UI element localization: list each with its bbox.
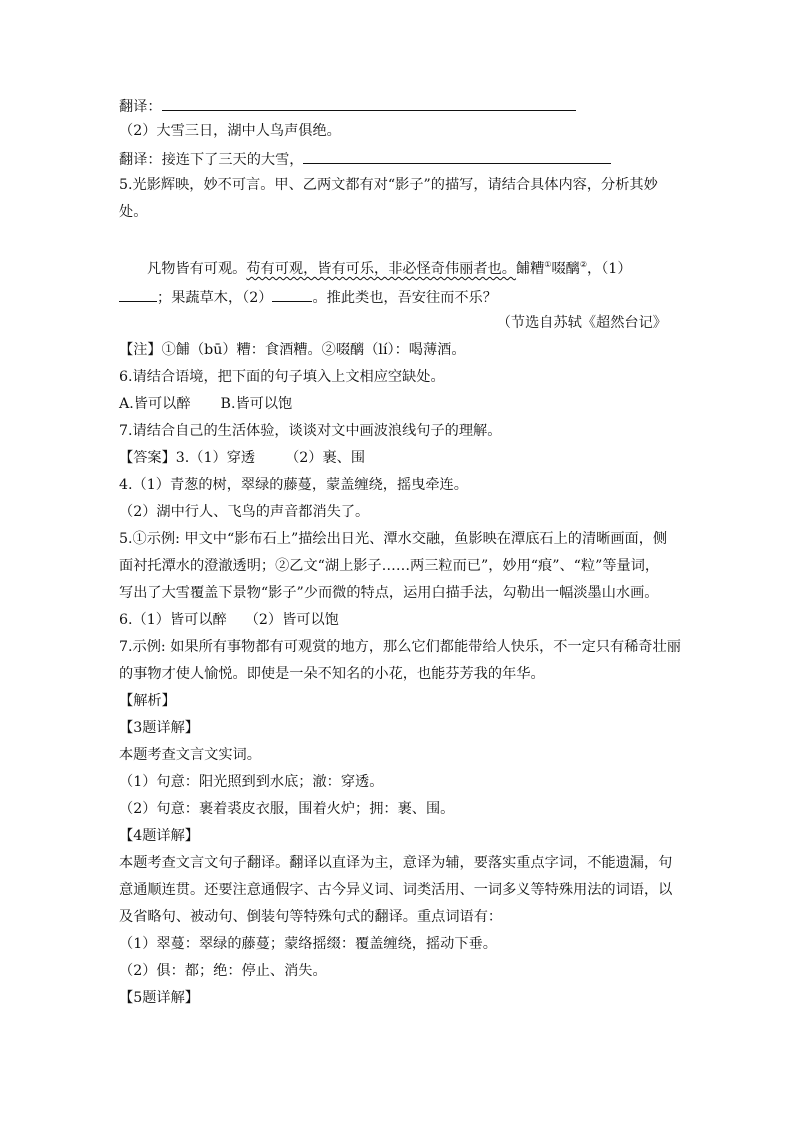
- passage-blank-1: [119, 287, 157, 302]
- passage-line-1: [147, 260, 632, 278]
- passage-text: 凡物皆有可观。: [147, 261, 247, 277]
- answer-blank-1: [162, 96, 576, 111]
- question-5-line-1: 5.光影辉映，妙不可言。甲、乙两文都有对“影子”的描写，请结合具体内容，分析其妙: [119, 177, 658, 193]
- answer-3: [119, 449, 365, 467]
- detail-4-line-4: （1）翠蔓：翠绿的藤蔓；蒙络摇缀：覆盖缠绕，摇动下垂。: [119, 936, 497, 952]
- detail-3-line-1: 本题考查文言文实词。: [119, 747, 261, 763]
- passage-blank-2: [272, 287, 312, 302]
- answer-5-line-2: 面衬托潭水的澄澈透明；②乙文“湖上影子……两三粒而已”，妙用“痕”、“粒”等量词，: [119, 558, 660, 574]
- question-7: 7.请结合自己的生活体验，谈谈对文中画波浪线句子的理解。: [119, 423, 502, 439]
- answer-3-part-1: 【答案】3.（1）穿透: [119, 450, 256, 466]
- footnote-marker: ①: [544, 260, 552, 269]
- detail-4-line-1: 本题考查文言文句子翻译。翻译以直译为主，意译为辅，要落实重点字词，不能遗漏，句: [119, 855, 673, 871]
- translation-line-1: [119, 96, 576, 116]
- answer-5-line-3: 写出了大雪覆盖下景物“影子”少而微的特点，运用白描手法，勾勒出一幅淡墨山水画。: [119, 585, 659, 601]
- translation-label: 翻译：: [119, 99, 162, 115]
- footnote-marker: ②: [579, 260, 588, 269]
- passage-source: （节选自苏轼《超然台记》: [496, 315, 667, 331]
- detail-4-line-2: 意通顺连贯。还要注意通假字、古今异义词、词类活用、一词多义等特殊用法的词语，以: [119, 882, 673, 898]
- analysis-heading: 【解析】: [119, 693, 176, 709]
- passage-text: 啜醨: [551, 261, 580, 277]
- answer-4-2: （2）湖中行人、飞鸟的声音都消失了。: [119, 504, 370, 520]
- passage-line-2: [119, 287, 497, 307]
- question-6: 6.请结合语境，把下面的句子填入上文相应空缺处。: [119, 369, 445, 385]
- passage-text: ，（1）: [587, 261, 632, 277]
- translation-line-2: [119, 149, 611, 169]
- wavy-underlined-sentence: 苟有可观，皆有可乐，非必怪奇伟丽者也。: [246, 261, 516, 277]
- answer-6: [119, 611, 339, 629]
- answer-4-1: 4.（1）青葱的树，翠绿的藤蔓，蒙盖缠绕，摇曳牵连。: [119, 477, 468, 493]
- option-a: A.皆可以醉: [119, 396, 191, 412]
- detail-5-heading: 【5题详解】: [119, 990, 199, 1006]
- question-2-sentence: （2）大雪三日，湖中人鸟声俱绝。: [119, 123, 341, 139]
- option-b: B.皆可以饱: [220, 396, 293, 412]
- translation-prefix: 翻译：接连下了三天的大雪，: [119, 152, 304, 168]
- question-5-line-2: 处。: [119, 204, 148, 220]
- answer-7-line-2: 的事物才使人愉悦。即使是一朵不知名的小花，也能芬芳我的年华。: [119, 666, 545, 682]
- answer-6-part-2: （2）皆可以饱: [244, 612, 339, 628]
- detail-3-heading: 【3题详解】: [119, 720, 199, 736]
- answer-7-line-1: 7.示例: 如果所有事物都有可观赏的地方，那么它们都能带给人快乐，不一定只有稀奇壮丽: [119, 639, 681, 655]
- detail-4-heading: 【4题详解】: [119, 828, 199, 844]
- detail-4-line-3: 及省略句、被动句、倒装句等特殊句式的翻译。重点词语有：: [119, 909, 503, 925]
- passage-note: 【注】①餔（bū）糟：食酒糟。②啜醨（lí）：喝薄酒。: [119, 342, 466, 358]
- detail-3-line-3: （2）句意：裹着裘皮衣服，围着火炉；拥：裹、围。: [119, 801, 455, 817]
- answer-3-part-2: （2）裹、围: [285, 450, 366, 466]
- answer-6-part-1: 6.（1）皆可以醉: [119, 612, 227, 628]
- passage-text: 。推此类也，吾安往而不乐？: [312, 290, 497, 306]
- question-6-options: [119, 395, 292, 413]
- answer-blank-2: [303, 149, 611, 164]
- answer-5-line-1: 5.①示例: 甲文中“影布石上”描绘出日光、潭水交融，鱼影映在潭底石上的清晰画面，侧: [119, 531, 668, 547]
- detail-3-line-2: （1）句意：阳光照到到水底；澈：穿透。: [119, 774, 384, 790]
- detail-4-line-5: （2）俱：都；绝：停止、消失。: [119, 963, 327, 979]
- passage-text: 餔糟: [515, 261, 545, 277]
- passage-text: ；果蔬草木，（2）: [157, 290, 273, 306]
